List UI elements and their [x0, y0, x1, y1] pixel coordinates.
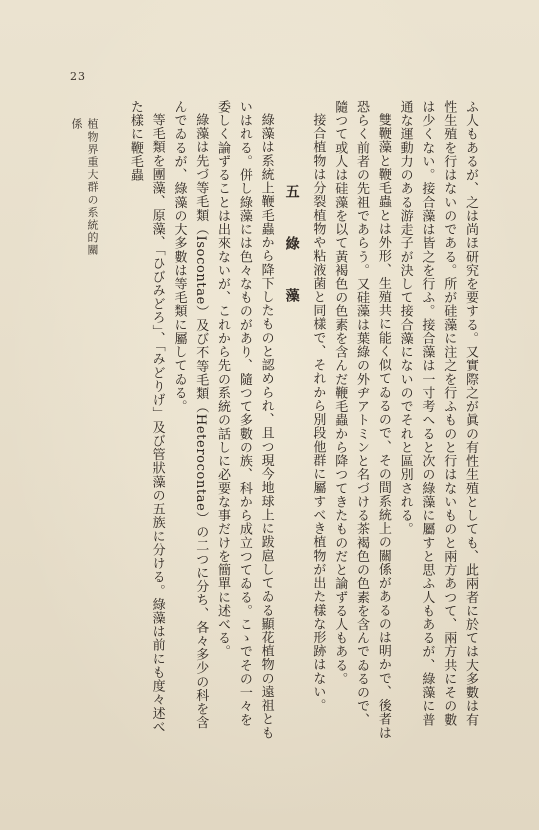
- running-head: 植物界重大群の系統的關係: [70, 118, 99, 257]
- paragraph: 綠藻は先づ等毛類（Isocontae）及び不等毛類（Heterocontae）の二つに分ち、各々多少の科を含んでゐるが、綠藻の大多數は等毛類に屬してゐる。: [171, 100, 209, 730]
- page-number: 23: [70, 70, 86, 83]
- paragraph: 等毛類を團藻、原藻、「ひびみどろ」、「みどりげ」及び管狀藻の五族に分ける。綠藻は前にも度々述べた樣に鞭毛蟲: [127, 100, 165, 734]
- paragraph: 雙鞭藻と鞭毛蟲とは外形、生殖共に能く似てゐるので、その間系統上の關係があるのは明かで、後者は恐らく前者の先祖であらう。又硅藻は葉綠の外ヂアトミンと名づける茶褐色の色素を含んでゐるので、隨つて或人は硅藻を以て黃褐色の色素を含んだ鞭毛蟲から降つてきたものだと論ずる人もある。: [332, 100, 391, 740]
- paragraph: ふ人もあるが、之は尚ほ研究を要する。又實際之が眞の有性生殖としても、此兩者に於ては大多數は有性生殖を行はないのである。所が硅藻に注之を行ふものと行はないものと兩方あつて、兩方共にその數は少くない。接合藻は皆之を行ふ。接合藻は一寸考へると次の綠藻に屬すと思ふ人もあるが、綠藻に普通な運動力のある游走子が決して接合藻にないのでそれと區別される。: [397, 100, 478, 727]
- paragraph: 接合植物は分裂植物や粘液菌と同樣で、それから別段他群に屬すべき植物が出た樣な形跡はない。: [310, 113, 326, 713]
- section-heading: 五 綠 藻: [283, 184, 300, 314]
- vertical-body-text: [41, 100, 481, 740]
- paragraph: 綠藻は系統上鞭毛蟲から降下したものと認められ、且つ現今地球上に跋扈してゐる顯花植物の遠祖ともいはれる。併し綠藻には色々なものがあり、隨つて多數の族、科から成立つてゐる。こゝでその一々を委しく論ずることは出來ないが、これから先の系統の話しに必要な事だけを簡單に述べる。: [215, 100, 274, 740]
